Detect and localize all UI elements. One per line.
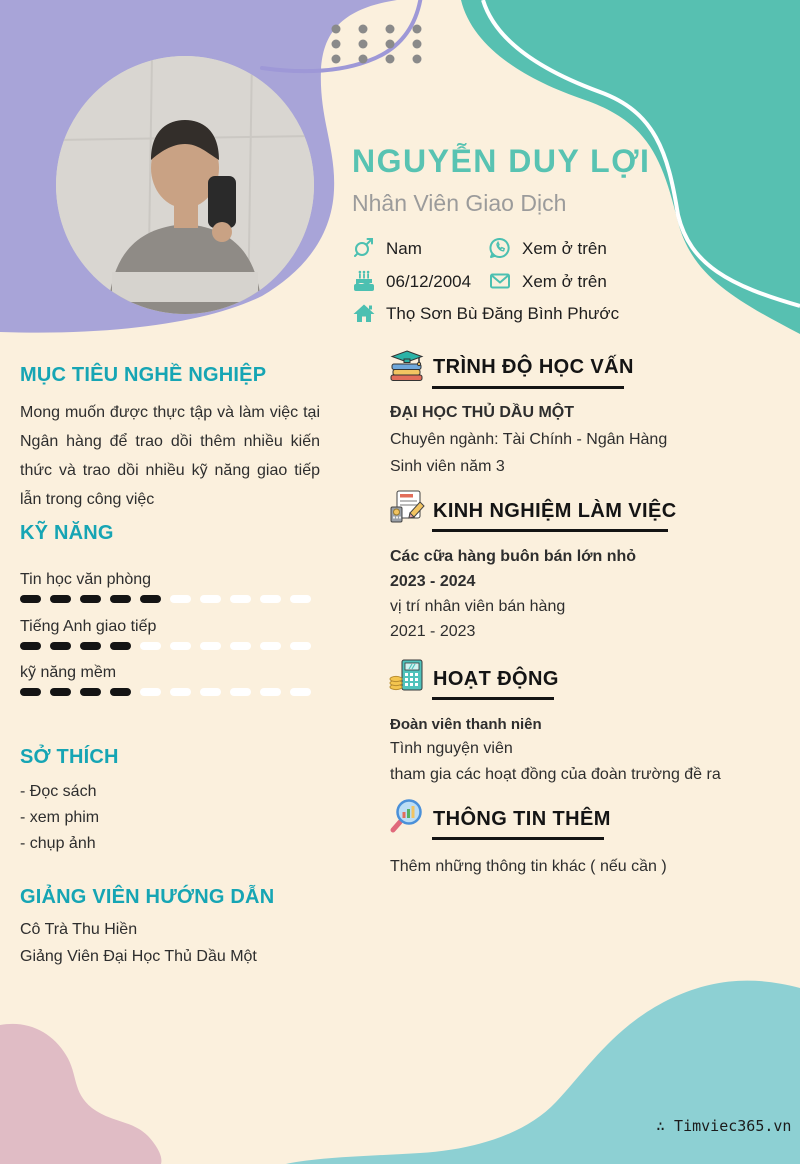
gender-icon [352,236,376,260]
experience-heading: KINH NGHIỆM LÀM VIỆC [433,500,677,522]
skill-pill [230,642,251,650]
skill-pill [230,595,251,603]
skill-pill [110,688,131,696]
skill-level-bar [20,595,311,603]
hobby-item: - Đọc sách [20,783,97,800]
skill-label: Tiếng Anh giao tiếp [20,618,157,635]
calculator-coins-icon [388,656,426,694]
graduation-books-icon [388,346,426,384]
skill-pill [140,642,161,650]
hobby-item: - xem phim [20,809,100,826]
email-value: Xem ở trên [522,272,607,291]
skill-pill [200,595,221,603]
skill-pill [80,688,101,696]
education-heading: TRÌNH ĐỘ HỌC VẤN [433,356,634,378]
brand-watermark: ∴ Timviec365.vn [656,1117,792,1135]
teal-blob-bottom-right [286,981,800,1164]
skill-pill [20,688,41,696]
objective-body: Mong muốn được thực tập và làm việc tại Ngân hàng để trao dồi thêm nhiều kiến thức và trao dồi nhiều kỹ năng giao tiếp lẫn trong công việc [20,404,320,508]
skill-pill [140,595,161,603]
activity-underline [432,697,554,700]
advisor-line: Cô Trà Thu Hiền [20,921,138,938]
skill-pill [80,642,101,650]
skill-pill [110,642,131,650]
birthday-value: 06/12/2004 [386,272,472,291]
education-major: Chuyên ngành: Tài Chính - Ngân Hàng [390,431,668,448]
skills-heading: KỸ NĂNG [20,522,114,544]
address-value: Thọ Sơn Bù Đăng Bình Phước [386,304,620,323]
experience-period-2: 2021 - 2023 [390,623,476,640]
experience-role: vị trí nhân viên bán hàng [390,598,566,615]
pink-blob-bottom-left [0,1024,161,1164]
hobbies-heading: SỞ THÍCH [20,746,119,768]
advisor-line: Giảng Viên Đại Học Thủ Dầu Một [20,948,257,965]
candidate-name: NGUYỄN DUY LỢI [352,143,651,179]
skill-pill [140,688,161,696]
document-pencil-icon [388,488,426,526]
candidate-job-title: Nhân Viên Giao Dịch [352,190,567,216]
more-info-note: Thêm những thông tin khác ( nếu cần ) [390,858,667,875]
experience-period-1: 2023 - 2024 [390,573,476,590]
skill-pill [290,642,311,650]
more-info-underline [432,837,604,840]
skill-pill [170,688,191,696]
skill-pill [110,595,131,603]
skill-pill [290,688,311,696]
activity-heading: HOẠT ĐỘNG [433,668,559,690]
skill-pill [260,595,281,603]
activity-desc: tham gia các hoạt đồng của đoàn trường đề ra [390,766,721,783]
birthday-cake-icon [352,269,376,293]
skill-level-bar [20,642,311,650]
skill-pill [50,595,71,603]
skill-pill [80,595,101,603]
more-info-heading: THÔNG TIN THÊM [433,808,611,830]
skill-pill [290,595,311,603]
skill-pill [200,642,221,650]
profile-photo [56,56,314,314]
education-underline [432,386,624,389]
skill-level-bar [20,688,311,696]
skill-label: kỹ năng mềm [20,664,117,681]
magnifier-chart-icon [388,798,426,836]
skill-pill [20,642,41,650]
hobby-item: - chụp ảnh [20,835,96,852]
skill-pill [20,595,41,603]
education-year: Sinh viên năm 3 [390,458,505,475]
skill-label: Tin học văn phòng [20,571,152,588]
experience-underline [432,529,668,532]
gender-value: Nam [386,239,422,258]
activity-org: Đoàn viên thanh niên [390,716,542,733]
skill-pill [50,688,71,696]
experience-employer: Các cữa hàng buôn bán lớn nhỏ [390,548,637,565]
skill-pill [260,642,281,650]
home-icon [352,301,376,325]
skill-pill [50,642,71,650]
objective-heading: MỤC TIÊU NGHỀ NGHIỆP [20,364,267,386]
skill-pill [170,595,191,603]
advisor-heading: GIẢNG VIÊN HƯỚNG DẪN [20,886,275,908]
phone-icon [488,236,512,260]
phone-value: Xem ở trên [522,239,607,258]
skill-pill [170,642,191,650]
skill-pill [230,688,251,696]
skill-pill [260,688,281,696]
skill-pill [200,688,221,696]
education-school: ĐẠI HỌC THỦ DẦU MỘT [390,404,574,421]
activity-role: Tình nguyện viên [390,740,513,757]
envelope-icon [488,269,512,293]
